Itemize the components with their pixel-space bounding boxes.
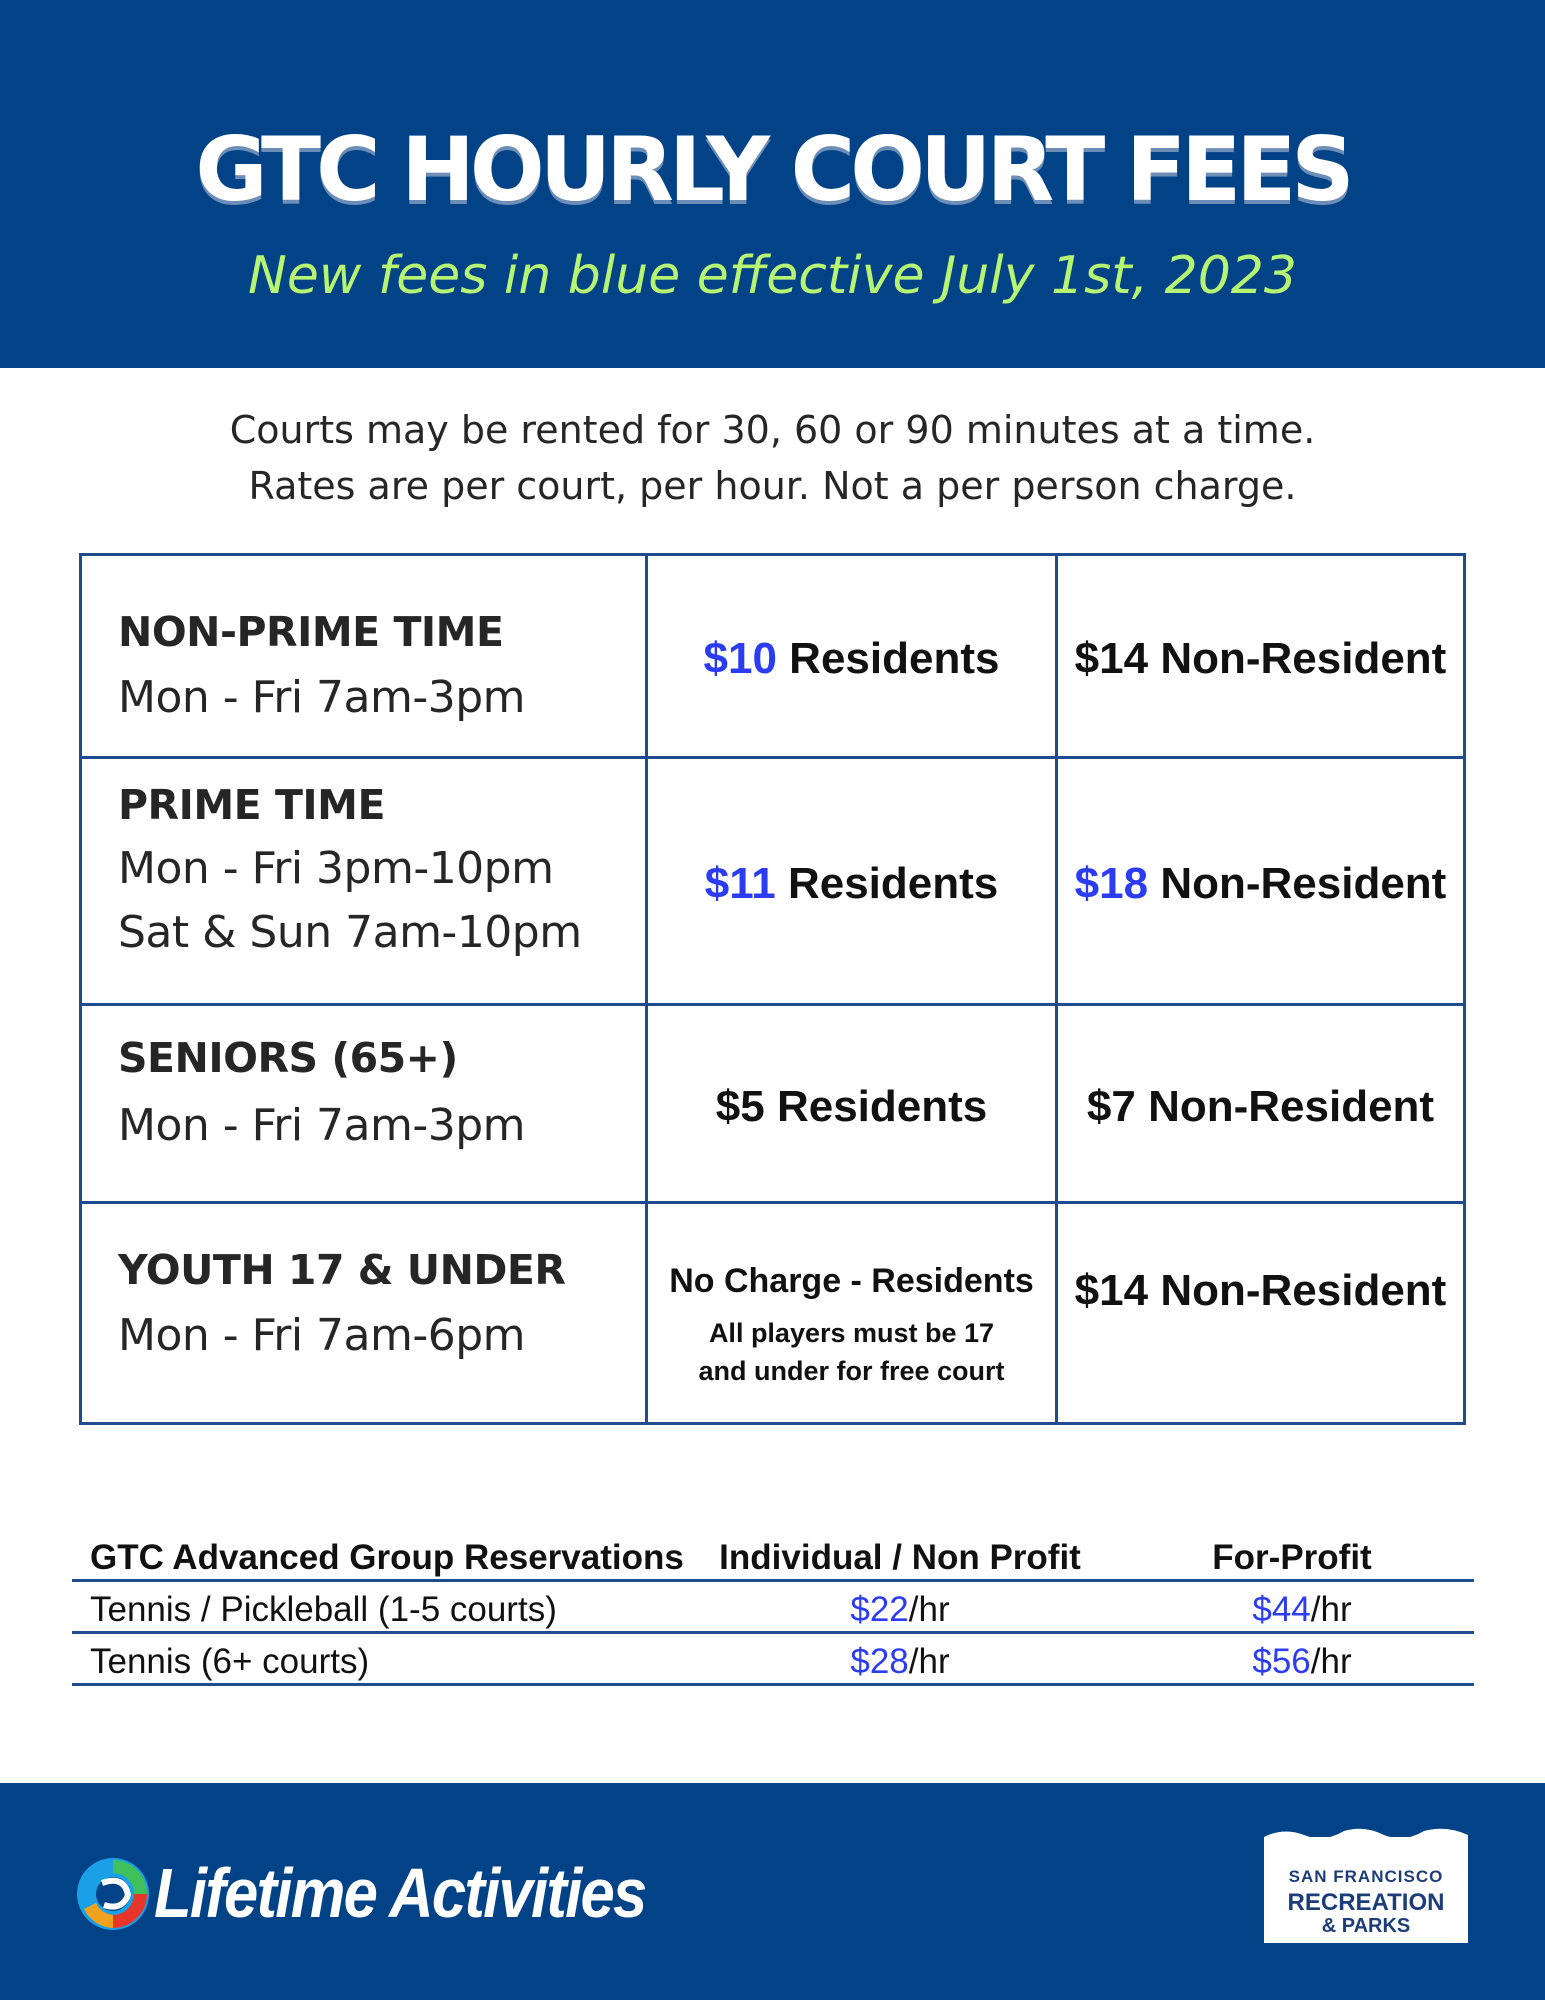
brand-name: Lifetime Activities <box>154 1854 646 1932</box>
resident-label: Residents <box>775 859 999 908</box>
resident-fee: No Charge - Residents <box>669 1262 1034 1300</box>
non-resident-label: Non-Resident <box>1148 1266 1447 1315</box>
resident-fee-cell <box>648 556 1058 756</box>
individual-unit: /hr <box>908 1590 950 1629</box>
group-row-individual-rate <box>700 1642 1100 1682</box>
individual-price: $28 <box>850 1642 909 1681</box>
for-profit-unit: /hr <box>1310 1642 1352 1681</box>
intro-text <box>0 402 1545 514</box>
group-header-name: GTC Advanced Group Reservations <box>90 1538 684 1577</box>
table-row <box>72 1634 1474 1686</box>
fee-row-non-prime <box>82 556 1463 759</box>
category-title: SENIORS (65+) <box>118 1034 458 1082</box>
group-row-for-profit-rate <box>1187 1642 1417 1682</box>
footer-banner <box>0 1783 1545 2000</box>
non-resident-label: Non-Resident <box>1135 1082 1435 1131</box>
fee-category-cell <box>82 556 648 756</box>
resident-fee <box>648 634 1055 684</box>
non-resident-price: $14 <box>1074 634 1149 683</box>
non-resident-fee-cell <box>1058 1204 1463 1422</box>
partner-line-2: RECREATION <box>1287 1889 1445 1916</box>
group-row-individual-rate <box>700 1590 1100 1630</box>
for-profit-price: $44 <box>1252 1590 1311 1629</box>
fee-category-cell <box>82 1006 648 1201</box>
group-row-name: Tennis / Pickleball (1-5 courts) <box>90 1590 557 1629</box>
partner-line-3: & PARKS <box>1321 1915 1411 1937</box>
non-resident-fee <box>1058 634 1463 684</box>
youth-note-line-2: and under for free court <box>698 1356 1005 1386</box>
non-resident-price: $18 <box>1074 859 1149 908</box>
group-reservations-table <box>72 1530 1474 1686</box>
group-header-individual: Individual / Non Profit <box>719 1538 1081 1577</box>
fee-row-youth <box>82 1204 1463 1422</box>
header-banner <box>0 0 1545 368</box>
non-resident-label: Non-Resident <box>1148 634 1447 683</box>
category-title: PRIME TIME <box>118 781 385 829</box>
resident-fee-cell <box>648 1006 1058 1201</box>
non-resident-fee-cell <box>1058 759 1463 1003</box>
for-profit-price: $56 <box>1252 1642 1311 1681</box>
category-time: Mon - Fri 7am-3pm <box>118 672 526 723</box>
non-resident-label: Non-Resident <box>1148 859 1447 908</box>
resident-label: Residents <box>776 634 1000 683</box>
resident-fee-cell <box>648 1204 1058 1422</box>
resident-price: $11 <box>704 859 776 908</box>
category-time: Mon - Fri 7am-3pm <box>118 1100 526 1151</box>
resident-fee-cell <box>648 759 1058 1003</box>
group-row-name: Tennis (6+ courts) <box>90 1642 370 1681</box>
table-row <box>72 1582 1474 1634</box>
category-time: Mon - Fri 7am-6pm <box>118 1310 526 1361</box>
non-resident-price: $14 <box>1074 1266 1149 1315</box>
youth-note-line-1: All players must be 17 <box>708 1318 995 1348</box>
group-row-for-profit-rate <box>1187 1590 1417 1630</box>
category-time-weekend: Sat & Sun 7am-10pm <box>118 907 582 958</box>
resident-fee <box>648 1082 1055 1132</box>
resident-fee <box>648 859 1055 909</box>
resident-price: $10 <box>703 634 777 683</box>
category-title: NON-PRIME TIME <box>118 608 504 656</box>
non-resident-fee <box>1058 859 1463 909</box>
non-resident-fee-cell <box>1058 556 1463 756</box>
page-subtitle: New fees in blue effective July 1st, 2023 <box>248 246 1297 306</box>
for-profit-unit: /hr <box>1310 1590 1352 1629</box>
intro-line-2: Rates are per court, per hour. Not a per person charge. <box>248 464 1297 508</box>
partner-line-1: SAN FRANCISCO <box>1288 1867 1444 1886</box>
fee-category-cell <box>82 759 648 1003</box>
non-resident-fee-cell <box>1058 1006 1463 1201</box>
group-header-for-profit: For-Profit <box>1212 1538 1372 1577</box>
lifetime-activities-swirl-icon <box>72 1853 154 1935</box>
fee-row-seniors <box>82 1006 1463 1204</box>
category-time: Mon - Fri 3pm-10pm <box>118 843 554 894</box>
court-fee-table <box>79 553 1466 1425</box>
resident-price: $5 <box>715 1082 765 1131</box>
fee-category-cell <box>82 1204 648 1422</box>
fee-row-prime <box>82 759 1463 1006</box>
sf-rec-parks-logo <box>1264 1837 1468 1943</box>
page-title: GTC HOURLY COURT FEES <box>195 118 1350 221</box>
individual-price: $22 <box>850 1590 909 1629</box>
non-resident-price: $7 <box>1086 1082 1136 1131</box>
resident-label: Residents <box>764 1082 988 1131</box>
category-title: YOUTH 17 & UNDER <box>118 1246 566 1294</box>
non-resident-fee <box>1058 1266 1463 1316</box>
group-table-header <box>72 1530 1474 1582</box>
skyline-wave-icon <box>1264 1825 1468 1849</box>
intro-line-1: Courts may be rented for 30, 60 or 90 minutes at a time. <box>229 408 1316 452</box>
non-resident-fee <box>1058 1082 1463 1132</box>
individual-unit: /hr <box>908 1642 950 1681</box>
